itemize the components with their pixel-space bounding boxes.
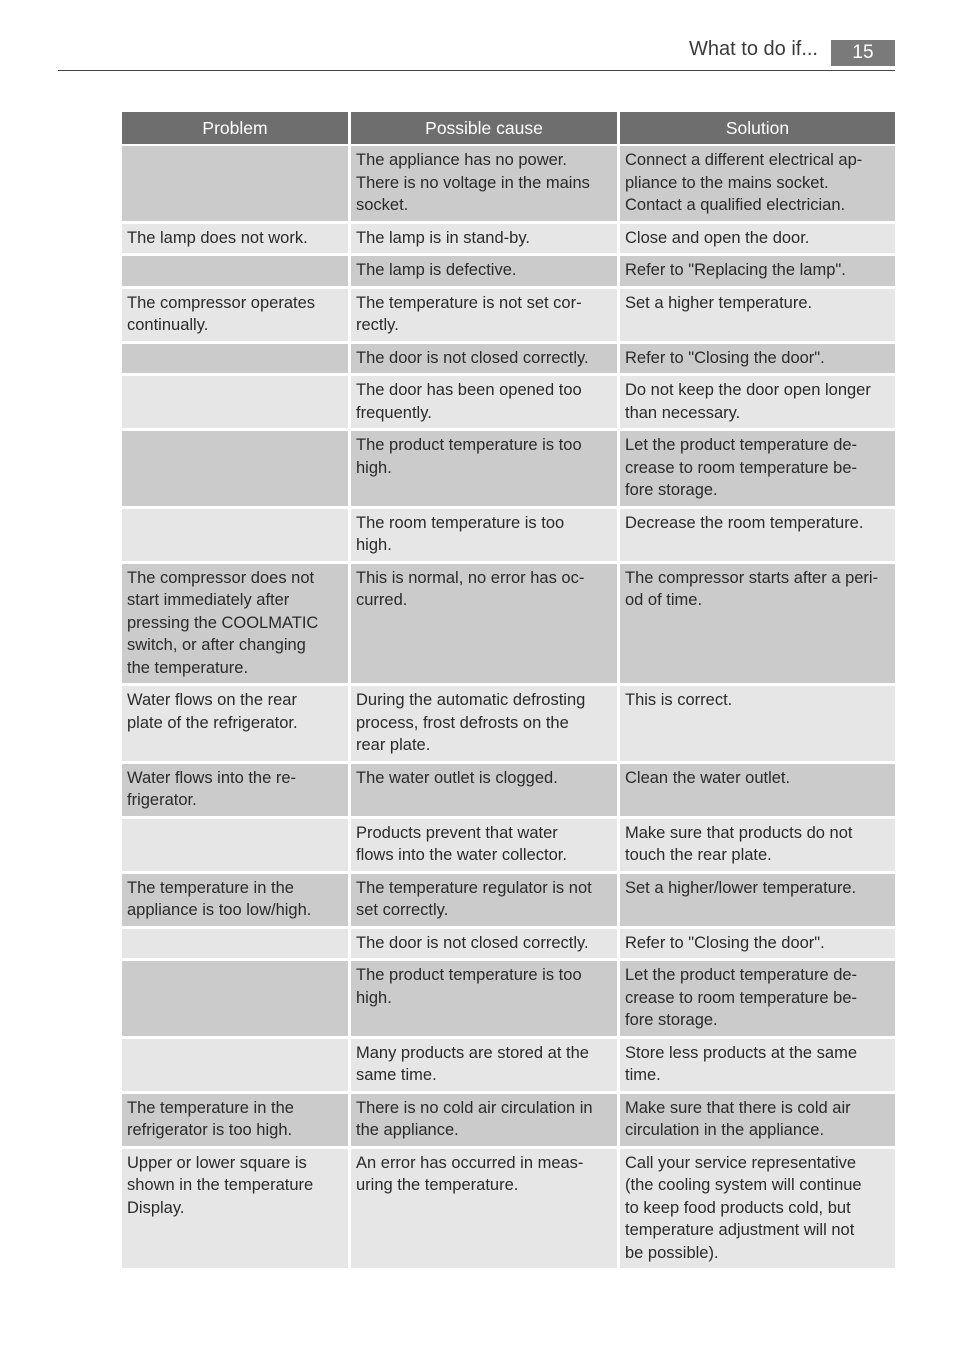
solution-cell: Connect a different electrical ap- pliance to the mains socket. Contact a qualified electrician. bbox=[617, 144, 895, 221]
column-header-problem: Problem bbox=[122, 112, 348, 144]
problem-cell bbox=[122, 1036, 348, 1091]
section-title: What to do if... bbox=[689, 38, 818, 60]
solution-cell: Decrease the room temperature. bbox=[617, 506, 895, 561]
table-row bbox=[122, 761, 895, 816]
problem-cell bbox=[122, 816, 348, 871]
cause-cell: During the automatic defrosting process, frost defrosts on the rear plate. bbox=[348, 683, 617, 761]
solution-cell: Set a higher/lower temperature. bbox=[617, 871, 895, 926]
cause-cell: The lamp is in stand-by. bbox=[348, 221, 617, 254]
cause-cell: The door is not closed correctly. bbox=[348, 926, 617, 959]
table-row bbox=[122, 286, 895, 341]
cause-cell: The water outlet is clogged. bbox=[348, 761, 617, 816]
problem-cell: Upper or lower square is shown in the temperature Display. bbox=[122, 1146, 348, 1269]
solution-cell: Refer to "Closing the door". bbox=[617, 926, 895, 959]
page-number: 15 bbox=[831, 40, 895, 66]
solution-cell: Call your service representative (the cooling system will continue to keep food products cold, but temperature adjustment will not be possible). bbox=[617, 1146, 895, 1269]
cause-cell: The room temperature is too high. bbox=[348, 506, 617, 561]
table-row bbox=[122, 144, 895, 221]
solution-cell: The compressor starts after a peri- od of time. bbox=[617, 561, 895, 684]
table-row bbox=[122, 373, 895, 428]
problem-cell: The compressor does not start immediately after pressing the COOLMATIC switch, or after changing the temperature. bbox=[122, 561, 348, 684]
problem-cell bbox=[122, 958, 348, 1036]
cause-cell: The product temperature is too high. bbox=[348, 428, 617, 506]
table-row bbox=[122, 341, 895, 374]
cause-cell: Many products are stored at the same time. bbox=[348, 1036, 617, 1091]
problem-cell bbox=[122, 144, 348, 221]
solution-cell: Set a higher temperature. bbox=[617, 286, 895, 341]
cause-cell: Products prevent that water flows into the water collector. bbox=[348, 816, 617, 871]
troubleshooting-table bbox=[122, 112, 895, 1268]
cause-cell: The temperature regulator is not set correctly. bbox=[348, 871, 617, 926]
table-row bbox=[122, 506, 895, 561]
solution-cell: Close and open the door. bbox=[617, 221, 895, 254]
solution-cell: Let the product temperature de- crease to room temperature be- fore storage. bbox=[617, 428, 895, 506]
problem-cell bbox=[122, 253, 348, 286]
problem-cell bbox=[122, 373, 348, 428]
table-row bbox=[122, 958, 895, 1036]
table-row bbox=[122, 221, 895, 254]
problem-cell: Water flows into the re- frigerator. bbox=[122, 761, 348, 816]
table-row bbox=[122, 428, 895, 506]
table-row bbox=[122, 816, 895, 871]
table-body bbox=[122, 144, 895, 1268]
solution-cell: Refer to "Closing the door". bbox=[617, 341, 895, 374]
cause-cell: There is no cold air circulation in the appliance. bbox=[348, 1091, 617, 1146]
problem-cell: The temperature in the refrigerator is too high. bbox=[122, 1091, 348, 1146]
table-row bbox=[122, 561, 895, 684]
table-header-row bbox=[122, 112, 895, 144]
table-row bbox=[122, 683, 895, 761]
table-row bbox=[122, 926, 895, 959]
problem-cell bbox=[122, 506, 348, 561]
solution-cell: Store less products at the same time. bbox=[617, 1036, 895, 1091]
header-divider bbox=[58, 70, 895, 71]
solution-cell: Clean the water outlet. bbox=[617, 761, 895, 816]
cause-cell: The door has been opened too frequently. bbox=[348, 373, 617, 428]
solution-cell: Do not keep the door open longer than necessary. bbox=[617, 373, 895, 428]
problem-cell: The compressor operates continually. bbox=[122, 286, 348, 341]
problem-cell: The temperature in the appliance is too low/high. bbox=[122, 871, 348, 926]
cause-cell: This is normal, no error has oc- curred. bbox=[348, 561, 617, 684]
cause-cell: The lamp is defective. bbox=[348, 253, 617, 286]
table-row bbox=[122, 1036, 895, 1091]
table-row bbox=[122, 871, 895, 926]
column-header-possible-cause: Possible cause bbox=[348, 112, 617, 144]
table-row bbox=[122, 1146, 895, 1269]
problem-cell: Water flows on the rear plate of the refrigerator. bbox=[122, 683, 348, 761]
cause-cell: The temperature is not set cor- rectly. bbox=[348, 286, 617, 341]
solution-cell: This is correct. bbox=[617, 683, 895, 761]
table-row bbox=[122, 1091, 895, 1146]
table-row bbox=[122, 253, 895, 286]
solution-cell: Make sure that products do not touch the rear plate. bbox=[617, 816, 895, 871]
solution-cell: Refer to "Replacing the lamp". bbox=[617, 253, 895, 286]
cause-cell: The appliance has no power. There is no voltage in the mains socket. bbox=[348, 144, 617, 221]
cause-cell: The product temperature is too high. bbox=[348, 958, 617, 1036]
cause-cell: An error has occurred in meas- uring the temperature. bbox=[348, 1146, 617, 1269]
problem-cell bbox=[122, 341, 348, 374]
solution-cell: Let the product temperature de- crease to room temperature be- fore storage. bbox=[617, 958, 895, 1036]
column-header-solution: Solution bbox=[617, 112, 895, 144]
problem-cell bbox=[122, 926, 348, 959]
solution-cell: Make sure that there is cold air circulation in the appliance. bbox=[617, 1091, 895, 1146]
problem-cell: The lamp does not work. bbox=[122, 221, 348, 254]
cause-cell: The door is not closed correctly. bbox=[348, 341, 617, 374]
problem-cell bbox=[122, 428, 348, 506]
